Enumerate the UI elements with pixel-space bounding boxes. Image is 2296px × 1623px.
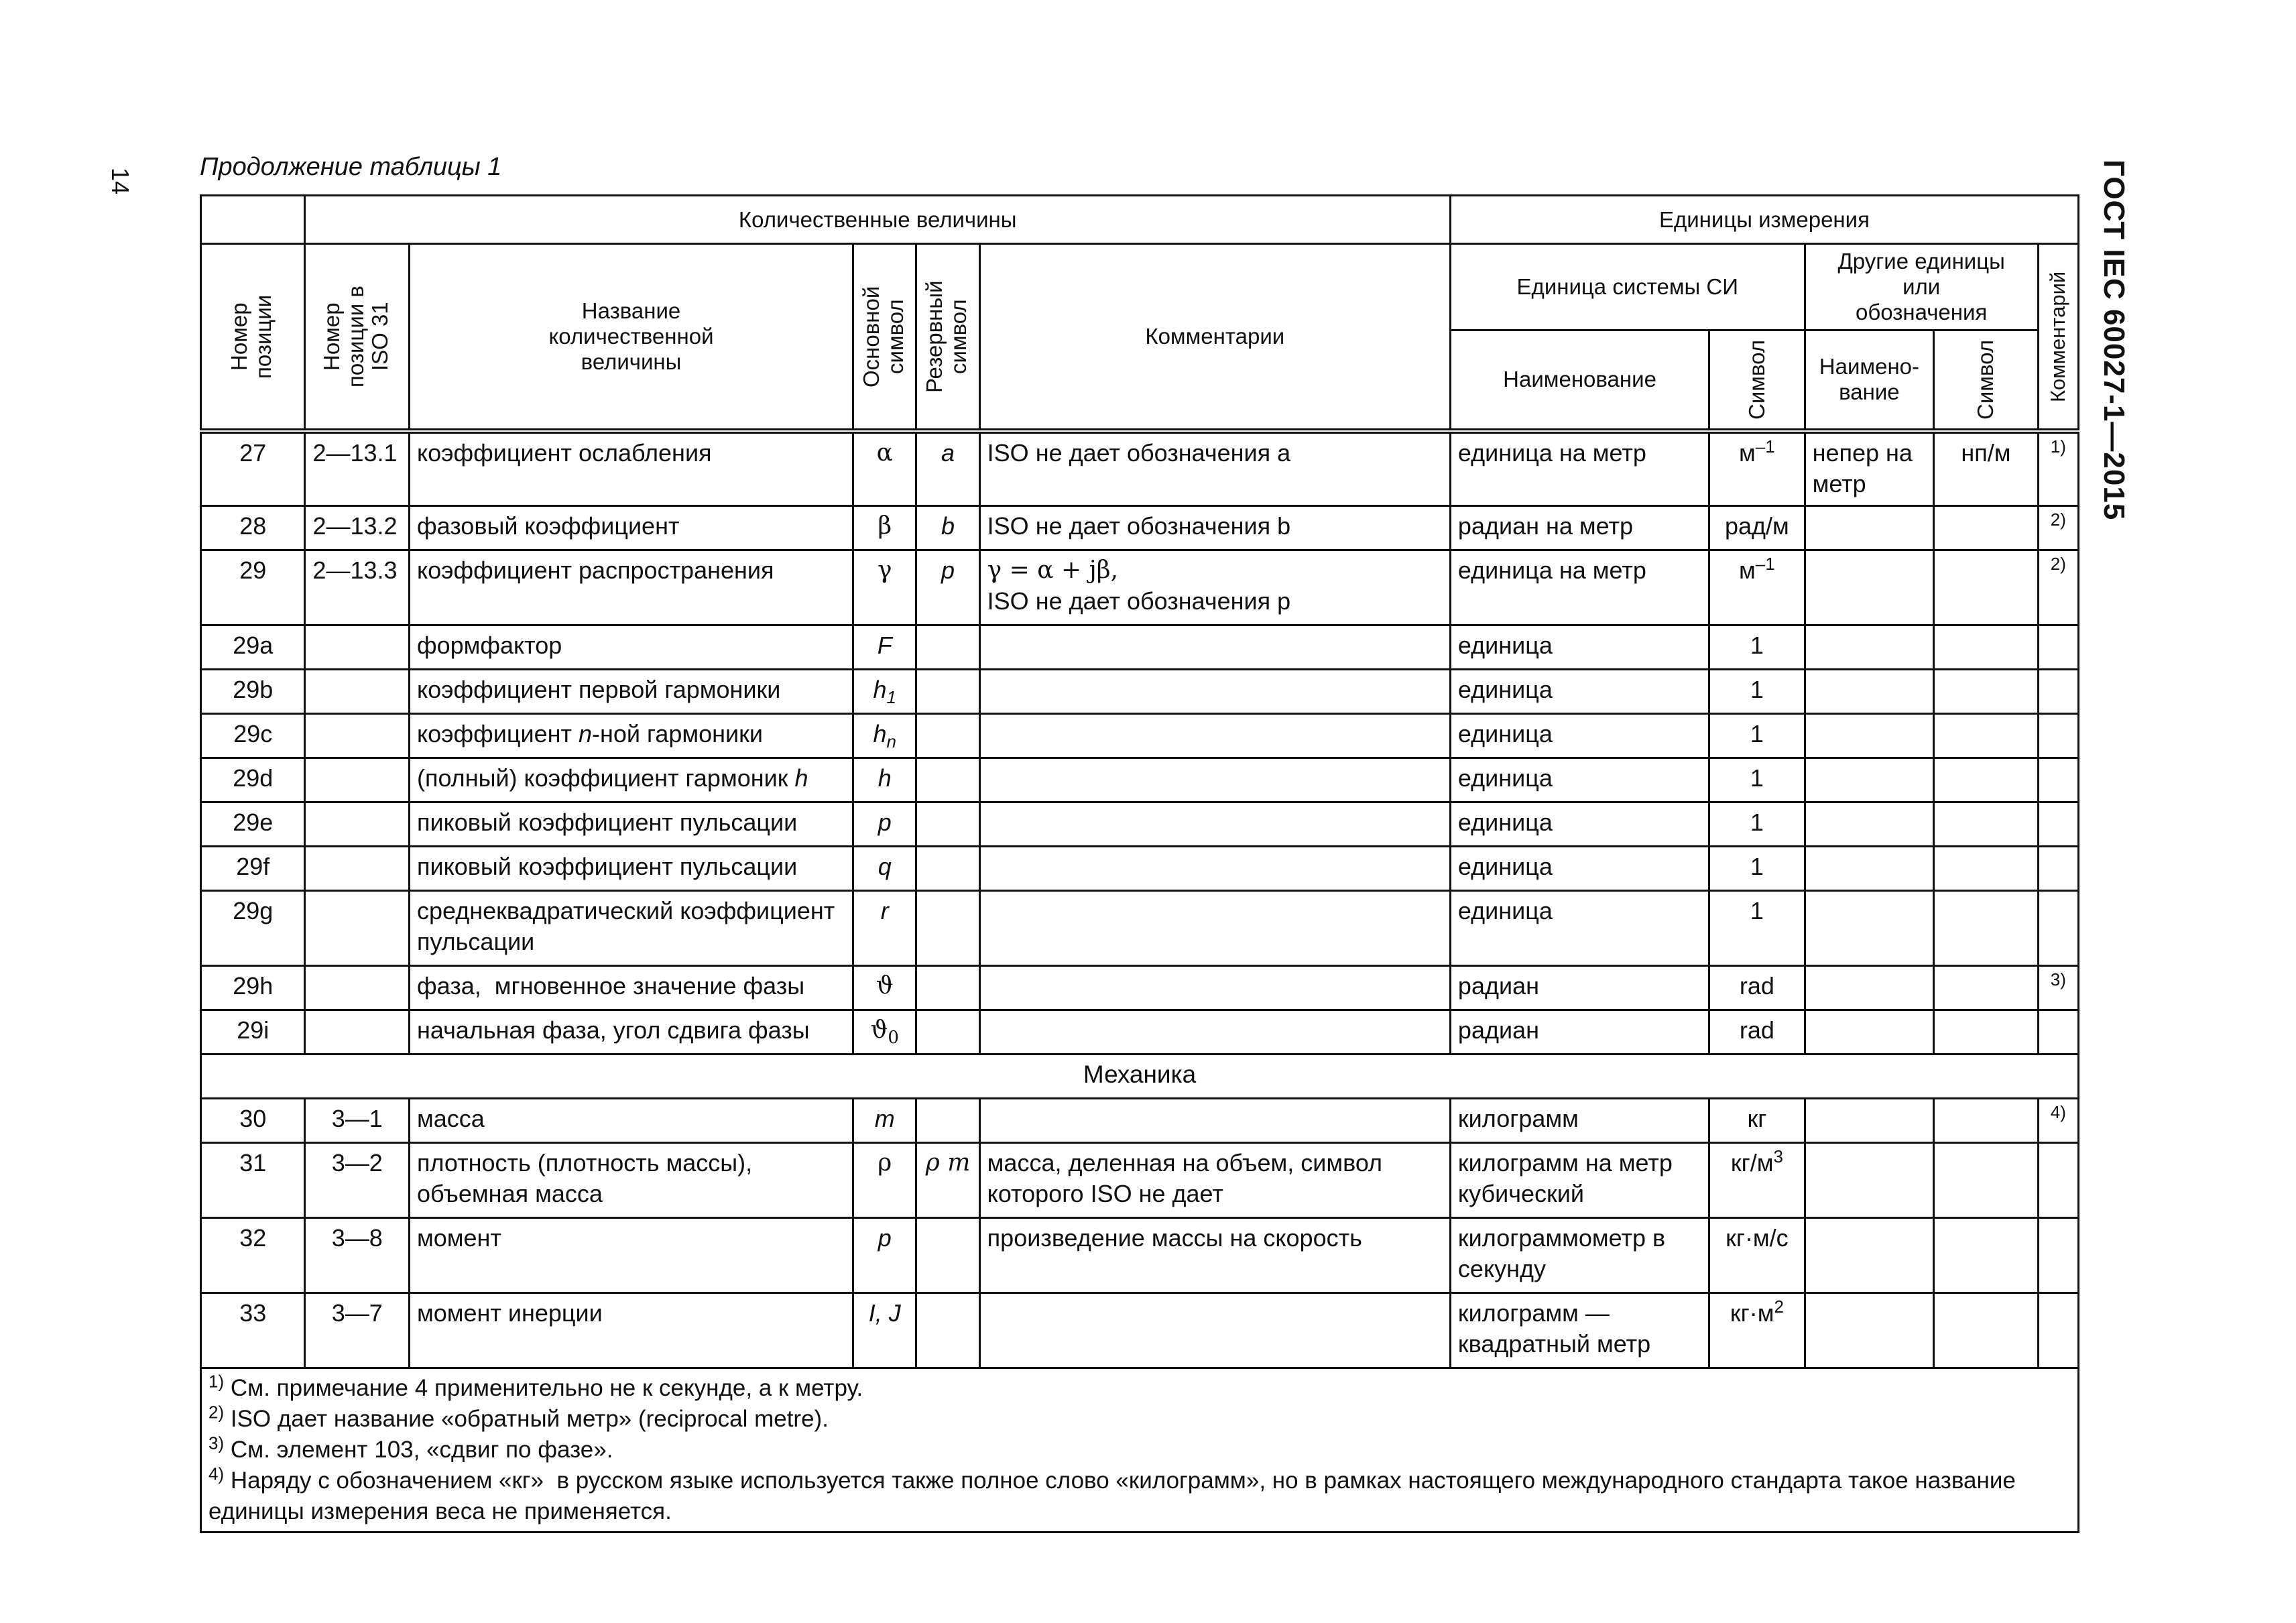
cell-pos: 33 [201,1293,305,1368]
notes-row [201,1368,2079,1532]
cell-iso: 3—7 [305,1293,409,1368]
section-row [201,1055,2079,1099]
header-main-symbol: Основной символ [853,244,916,431]
table-row [201,758,2079,802]
cell-unit-name: единица [1450,714,1709,758]
header-si-name: Наименование [1450,330,1709,431]
cell-unit-name: килограмм на метр кубический [1450,1143,1709,1218]
cell-remark: 2) [2038,506,2078,550]
cell-pos: 29d [201,758,305,802]
cell-unit-symbol: 1 [1709,891,1805,966]
cell-reserve-symbol: p [916,550,979,625]
table-row [201,431,2079,506]
cell-other-name: непер на метр [1805,431,1934,506]
cell-name: коэффициент n-ной гармоники [409,714,853,758]
header-units: Единицы измерения [1450,196,2078,244]
cell-unit-name: килограммометр в секунду [1450,1218,1709,1293]
cell-iso: 3—8 [305,1218,409,1293]
cell-pos: 28 [201,506,305,550]
cell-unit-symbol: 1 [1709,670,1805,714]
cell-other-symbol: нп/м [1934,431,2038,506]
cell-main-symbol: r [853,891,916,966]
cell-comment: γ = α + jβ, ISO не дает обозначения p [979,550,1450,625]
table-row [201,506,2079,550]
cell-unit-symbol: 1 [1709,847,1805,891]
cell-unit-symbol: 1 [1709,758,1805,802]
cell-iso: 2—13.3 [305,550,409,625]
table-caption: Продолжение таблицы 1 [200,153,502,181]
cell-main-symbol: ϑ [853,966,916,1010]
cell-pos: 29a [201,625,305,670]
cell-name: момент [409,1218,853,1293]
cell-remark: 1) [2038,431,2078,506]
header-other: Другие единицы или обозначения [1805,244,2038,330]
cell-unit-symbol: $кг\cdot м^2$ [1709,1293,1805,1368]
cell-pos: 30 [201,1099,305,1143]
cell-unit-symbol: rad [1709,966,1805,1010]
table-row [201,1293,2079,1368]
cell-unit-name: единица на метр [1450,431,1709,506]
cell-name: масса [409,1099,853,1143]
footnote-1: $^{1)}$ См. примечание 4 применительно не к секунде, а к метру. [208,1371,863,1401]
header-other-symbol: Символ [1934,330,2038,431]
cell-name: формфактор [409,625,853,670]
header-reserve-symbol: Резервный символ [916,244,979,431]
standard-designation: ГОСТ IEC 60027-1—2015 [2098,160,2130,521]
cell-iso: 3—1 [305,1099,409,1143]
cell-unit-symbol: $м^{-1}$ [1709,550,1805,625]
cell-main-symbol: β [853,506,916,550]
cell-name: момент инерции [409,1293,853,1368]
table-row [201,802,2079,847]
cell-main-symbol: h [853,758,916,802]
section-title: Механика [201,1055,2079,1099]
cell-unit-name: радиан [1450,966,1709,1010]
table-row [201,1218,2079,1293]
table-row [201,714,2079,758]
table-row [201,891,2079,966]
cell-unit-symbol: 1 [1709,802,1805,847]
cell-pos: 29g [201,891,305,966]
footnotes [201,1368,2079,1532]
cell-unit-symbol: 1 [1709,625,1805,670]
cell-unit-symbol: $кг/м^3$ [1709,1143,1805,1218]
cell-unit-name: единица [1450,802,1709,847]
header-remark: Комментарий [2038,244,2078,431]
table-row [201,847,2079,891]
cell-reserve-symbol: ρ m [916,1143,979,1218]
cell-pos: 29h [201,966,305,1010]
cell-pos: 27 [201,431,305,506]
cell-name: фаза, мгновенное значение фазы [409,966,853,1010]
table-row [201,1099,2079,1143]
cell-unit-name: радиан [1450,1010,1709,1055]
units-table [200,194,2079,1533]
cell-comment: произведение массы на скорость [979,1218,1450,1293]
cell-pos: 29e [201,802,305,847]
cell-unit-name: килограмм [1450,1099,1709,1143]
table-row [201,1010,2079,1055]
cell-main-symbol: p [853,802,916,847]
cell-unit-name: единица [1450,847,1709,891]
cell-remark: 2) [2038,550,2078,625]
cell-unit-symbol: кг·м/с [1709,1218,1805,1293]
header-row-2 [201,244,2079,330]
cell-pos: 29c [201,714,305,758]
cell-main-symbol: q [853,847,916,891]
cell-pos: 29 [201,550,305,625]
cell-comment: масса, деленная на объем, символ которого ISO не дает [979,1143,1450,1218]
cell-comment: ISO не дает обозначения b [979,506,1450,550]
cell-name: пиковый коэффициент пульсации [409,847,853,891]
cell-unit-name: радиан на метр [1450,506,1709,550]
cell-remark: 3) [2038,966,2078,1010]
cell-main-symbol: m [853,1099,916,1143]
cell-main-symbol: $h_1$ [853,670,916,714]
cell-unit-symbol: rad [1709,1010,1805,1055]
cell-main-symbol: I, J [853,1293,916,1368]
header-iso-position: Номер позиции в ISO 31 [305,244,409,431]
cell-unit-name: килограмм — квадратный метр [1450,1293,1709,1368]
footnote-3: $^{3)}$ См. элемент 103, «сдвиг по фазе». [208,1433,613,1463]
cell-unit-symbol: рад/м [1709,506,1805,550]
header-comments: Комментарии [979,244,1450,431]
cell-name: (полный) коэффициент гармоник h [409,758,853,802]
page-number: 14 [107,168,134,195]
cell-main-symbol: ρ [853,1143,916,1218]
table-row [201,550,2079,625]
cell-unit-name: единица [1450,758,1709,802]
cell-main-symbol: α [853,431,916,506]
header-other-name: Наимено-вание [1805,330,1934,431]
cell-pos: 32 [201,1218,305,1293]
cell-main-symbol: F [853,625,916,670]
cell-name: коэффициент ослабления [409,431,853,506]
cell-reserve-symbol: a [916,431,979,506]
cell-iso: 2—13.1 [305,431,409,506]
cell-main-symbol: $ϑ_0$ [853,1010,916,1055]
table-row [201,1143,2079,1218]
cell-unit-name: единица на метр [1450,550,1709,625]
header-quantities: Количественные величины [305,196,1450,244]
cell-reserve-symbol: b [916,506,979,550]
table-row [201,966,2079,1010]
cell-main-symbol: p [853,1218,916,1293]
cell-unit-name: единица [1450,670,1709,714]
header-row-1 [201,196,2079,244]
cell-unit-name: единица [1450,625,1709,670]
cell-unit-name: единица [1450,891,1709,966]
cell-name: плотность (плотность массы), объемная масса [409,1143,853,1218]
cell-name: среднеквадратический коэффициент пульсации [409,891,853,966]
header-si: Единица системы СИ [1450,244,1805,330]
cell-pos: 29f [201,847,305,891]
header-position: Номер позиции [201,244,305,431]
cell-comment: ISO не дает обозначения a [979,431,1450,506]
cell-name: пиковый коэффициент пульсации [409,802,853,847]
table-row [201,625,2079,670]
cell-pos: 29i [201,1010,305,1055]
cell-iso: 3—2 [305,1143,409,1218]
cell-name: фазовый коэффициент [409,506,853,550]
cell-main-symbol: γ [853,550,916,625]
cell-remark: 4) [2038,1099,2078,1143]
cell-name: начальная фаза, угол сдвига фазы [409,1010,853,1055]
cell-unit-symbol: кг [1709,1099,1805,1143]
cell-unit-symbol: $м^{-1}$ [1709,431,1805,506]
header-si-symbol: Символ [1709,330,1805,431]
table-row [201,670,2079,714]
cell-pos: 31 [201,1143,305,1218]
cell-unit-symbol: 1 [1709,714,1805,758]
cell-name: коэффициент первой гармоники [409,670,853,714]
header-name: Название количественной величины [409,244,853,431]
footnote-4: $^{4)}$ Наряду с обозначением «кг» в русском языке используется также полное слово «килограмм», но в рамках настоящего международного стандарта такое название единицы измерения веса не применяется. [208,1463,2022,1524]
footnote-2: $^{2)}$ ISO дает название «обратный метр» (reciprocal metre). [208,1402,829,1432]
cell-main-symbol: $h_n$ [853,714,916,758]
cell-iso: 2—13.2 [305,506,409,550]
cell-pos: 29b [201,670,305,714]
cell-name: коэффициент распространения [409,550,853,625]
